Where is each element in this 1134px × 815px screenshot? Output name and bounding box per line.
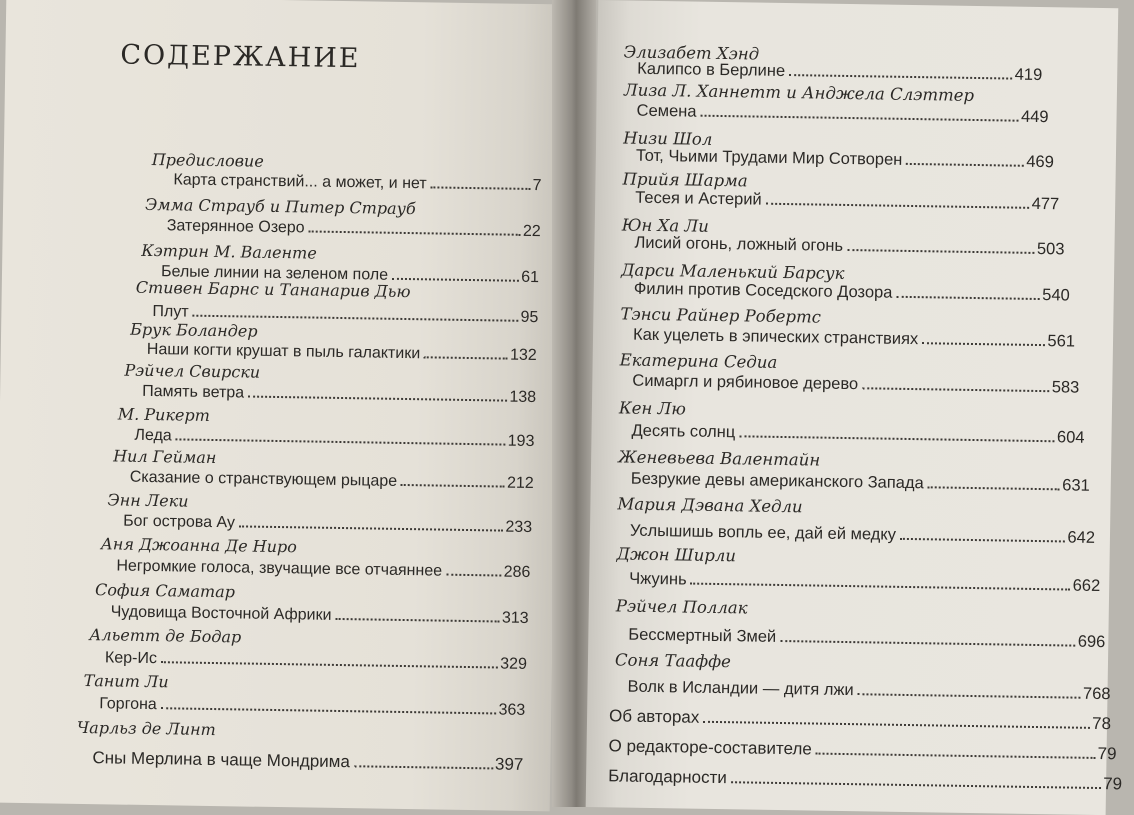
toc-entry[interactable] — [116, 556, 530, 583]
leader-dots — [862, 387, 1050, 392]
toc-entry-page: 642 — [1067, 528, 1096, 547]
toc-entry-page: 631 — [1062, 476, 1090, 495]
toc-author: Чарльз де Линт — [76, 717, 216, 740]
toc-entry-page: 138 — [509, 388, 537, 407]
toc-entry-title: Чудовища Восточной Африки — [110, 603, 332, 624]
leader-dots — [335, 618, 499, 623]
toc-entry[interactable] — [105, 648, 527, 675]
toc-entry-title: Филин против Соседского Дозора — [633, 279, 893, 302]
toc-back-matter-entry[interactable] — [609, 706, 1111, 734]
toc-entry-page: 132 — [509, 346, 537, 365]
toc-entry[interactable] — [634, 279, 1070, 306]
toc-entry-page: 503 — [1036, 239, 1065, 259]
toc-entry-page: 540 — [1042, 286, 1070, 305]
toc-author: София Саматар — [94, 580, 236, 602]
toc-entry[interactable] — [130, 468, 534, 494]
leader-dots — [161, 707, 497, 714]
toc-author: Юн Ха Ли — [621, 215, 709, 236]
toc-entry[interactable] — [92, 748, 523, 775]
leader-dots — [780, 640, 1076, 647]
toc-entry-page: 561 — [1047, 332, 1076, 351]
leader-dots — [401, 484, 505, 488]
toc-entry-title: Симаргл и рябиновое дерево — [632, 371, 859, 394]
toc-entry-title: Десять солнц — [631, 421, 736, 442]
toc-entry-title: Безрукие девы американского Запада — [630, 469, 924, 493]
toc-entry-page: 193 — [507, 432, 535, 451]
toc-entry-page: 363 — [498, 701, 526, 719]
leader-dots — [766, 203, 1030, 209]
right-page — [586, 0, 1123, 815]
toc-entry[interactable] — [631, 421, 1084, 448]
toc-author: Кен Лю — [618, 398, 687, 419]
toc-entry-page: 419 — [1014, 65, 1043, 85]
toc-entry[interactable] — [628, 625, 1105, 652]
toc-author: Рэйчел Поллак — [615, 596, 748, 618]
toc-entry-page: 61 — [521, 268, 540, 287]
toc-back-matter-entry[interactable] — [608, 766, 1122, 794]
toc-entry-title: Карта странствий... а может, и нет — [173, 171, 427, 193]
toc-entry-title: Наши когти крушат в пыль галактики — [146, 340, 421, 363]
toc-author: Нил Гейман — [113, 446, 217, 468]
toc-entry-title: Лисий огонь, ложный огонь — [634, 233, 844, 255]
toc-entry-title: Бессмертный Змей — [628, 625, 777, 646]
toc-entry-title: Волк в Исландии — дитя лжи — [627, 677, 854, 700]
toc-back-matter-entry[interactable] — [608, 736, 1116, 764]
leader-dots — [309, 230, 521, 235]
leader-dots — [354, 765, 493, 769]
toc-entry-page: 79 — [1097, 743, 1117, 764]
toc-entry-page: 662 — [1072, 576, 1101, 596]
toc-entry-page: 449 — [1020, 107, 1049, 127]
toc-entry-title: Калипсо в Берлине — [637, 59, 786, 80]
toc-entry[interactable] — [634, 233, 1064, 260]
toc-entry-page: 696 — [1077, 632, 1106, 652]
toc-entry[interactable] — [629, 569, 1100, 596]
toc-entry-title: Семена — [636, 101, 697, 121]
toc-author: Прийя Шарма — [622, 169, 748, 191]
toc-entry-title: Тесея и Астерий — [635, 188, 762, 209]
toc-author: Мария Дэвана Хедли — [617, 494, 803, 517]
toc-entry-title: Память ветра — [142, 382, 245, 402]
toc-entry-title: Белые линии на зеленом поле — [160, 263, 389, 284]
leader-dots — [739, 435, 1055, 442]
toc-entry[interactable] — [630, 521, 1095, 548]
toc-entry-page: 477 — [1031, 194, 1060, 214]
toc-author: Лиза Л. Ханнетт и Анджела Слэттер — [623, 80, 975, 105]
leader-dots — [922, 342, 1045, 346]
toc-entry-page: 469 — [1026, 152, 1054, 172]
leader-dots — [700, 115, 1019, 122]
toc-entry-title: Об авторах — [608, 706, 700, 727]
toc-entry-page: 286 — [503, 563, 531, 581]
toc-entry-title: Горгона — [99, 695, 157, 714]
toc-entry[interactable] — [627, 677, 1110, 705]
leader-dots — [896, 296, 1040, 300]
toc-entry[interactable] — [142, 382, 536, 408]
toc-entry-page: 768 — [1082, 684, 1111, 704]
leader-dots — [816, 753, 1096, 759]
toc-entry[interactable] — [167, 216, 541, 242]
toc-author: Низи Шол — [623, 128, 713, 149]
toc-author: Соня Тааффе — [614, 650, 731, 672]
toc-heading: СОДЕРЖАНИЕ — [120, 39, 361, 75]
toc-entry-page: 79 — [1103, 774, 1123, 794]
leader-dots — [239, 525, 503, 531]
toc-author: Дарси Маленький Барсук — [620, 260, 845, 283]
leader-dots — [906, 163, 1024, 167]
toc-author: Альетт де Бодар — [89, 625, 242, 647]
toc-entry-page: 7 — [532, 176, 542, 195]
toc-entry-title: Леда — [134, 426, 172, 445]
toc-author: Танит Ли — [83, 670, 169, 692]
toc-entry[interactable] — [173, 170, 541, 196]
leader-dots — [431, 186, 531, 190]
leader-dots — [248, 396, 507, 402]
toc-entry-page: 397 — [494, 754, 524, 774]
toc-entry-page: 95 — [520, 308, 539, 327]
toc-entry-title: Тот, Чьими Трудами Мир Сотворен — [635, 146, 903, 169]
toc-entry[interactable] — [111, 602, 529, 629]
toc-entry-title: Сказание о странствующем рыцаре — [129, 468, 398, 490]
leader-dots — [392, 278, 519, 282]
toc-entry[interactable] — [635, 188, 1059, 215]
toc-author: Аня Джоанна Де Ниро — [100, 534, 298, 557]
toc-entry[interactable] — [631, 469, 1090, 496]
toc-entry[interactable] — [632, 371, 1079, 398]
leader-dots — [928, 486, 1061, 490]
toc-entry-title: Бог острова Ау — [123, 512, 236, 532]
toc-entry-page: 233 — [505, 518, 533, 537]
toc-entry-title: Услышишь вопль ее, дай ей медку — [629, 521, 897, 544]
toc-entry-title: Кер-Ис — [104, 649, 158, 668]
toc-entry-page: 313 — [501, 609, 529, 627]
toc-author: Энн Леки — [107, 490, 189, 511]
leader-dots — [161, 661, 498, 668]
toc-entry-title: Негромкие голоса, звучащие все отчаяннее — [116, 557, 443, 580]
toc-entry-title: Как уцелеть в эпических странствиях — [632, 325, 919, 349]
toc-author: Кэтрин М. Валенте — [141, 240, 317, 263]
toc-entry[interactable] — [636, 101, 1048, 127]
toc-entry-title: О редакторе-составителе — [608, 736, 812, 759]
toc-author: Брук Боландер — [130, 319, 258, 341]
toc-entry[interactable] — [123, 512, 532, 538]
leader-dots — [900, 538, 1065, 543]
toc-entry-page: 583 — [1051, 378, 1080, 397]
left-page — [0, 0, 562, 811]
toc-entry-page: 212 — [506, 474, 534, 493]
toc-entry[interactable] — [633, 325, 1075, 352]
toc-author: Тэнси Райнер Робертс — [620, 304, 822, 327]
toc-entry[interactable] — [636, 146, 1054, 173]
toc-entry-page: 22 — [522, 222, 541, 241]
leader-dots — [176, 438, 506, 445]
toc-author: М. Рикерт — [117, 404, 211, 425]
leader-dots — [703, 721, 1090, 729]
toc-entry[interactable] — [99, 694, 525, 721]
toc-author: Эмма Страуб и Питер Страуб — [144, 194, 416, 219]
leader-dots — [858, 693, 1081, 699]
toc-entry-title: Плут — [152, 303, 189, 321]
leader-dots — [847, 249, 1035, 254]
leader-dots — [424, 356, 508, 359]
leader-dots — [731, 781, 1101, 789]
toc-entry-title: Сны Мерлина в чаще Мондрима — [92, 748, 351, 772]
leader-dots — [789, 74, 1013, 80]
toc-author: Элизабет Хэнд — [623, 42, 760, 64]
leader-dots — [691, 583, 1071, 591]
toc-author: Предисловие — [151, 149, 264, 171]
toc-author: Женевьева Валентайн — [618, 447, 821, 470]
toc-author: Джон Ширли — [616, 544, 737, 566]
toc-author: Рэйчел Свирски — [124, 360, 261, 382]
toc-entry-title: Затерянное Озеро — [166, 217, 305, 237]
toc-author: Екатерина Седиа — [619, 350, 778, 372]
toc-author: Стивен Барнс и Тананарив Дью — [135, 277, 411, 302]
toc-entry-page: 78 — [1091, 713, 1112, 734]
toc-entry-page: 329 — [500, 655, 528, 673]
toc-entry-title: Чжуинь — [629, 569, 687, 589]
leader-dots — [446, 574, 502, 577]
toc-entry-title: Благодарности — [608, 766, 727, 788]
toc-entry-page: 604 — [1056, 428, 1085, 447]
